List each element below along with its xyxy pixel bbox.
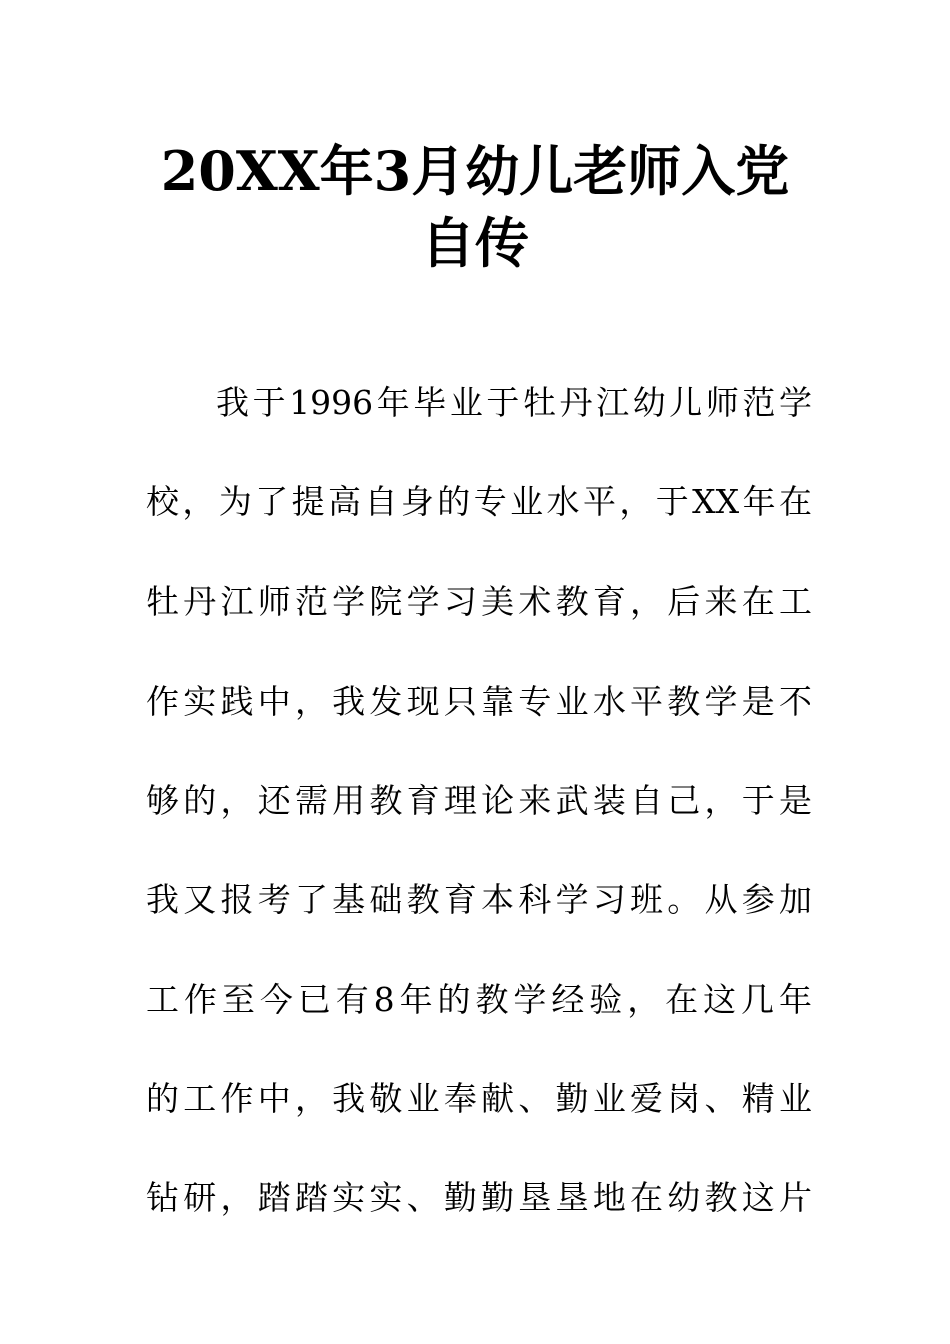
- paragraph-line-8: 的工作中，我敬业奉献、勤业爱岗、精业: [146, 1079, 812, 1118]
- paragraph-line-3: 牡丹江师范学院学习美术教育，后来在工: [146, 582, 812, 621]
- paragraph-line-2: 校，为了提高自身的专业水平，于XX年在: [146, 482, 812, 521]
- paragraph-line-5: 够的，还需用教育理论来武装自己，于是: [146, 781, 812, 820]
- paragraph-line-7: 工作至今已有8年的教学经验，在这几年: [146, 980, 812, 1019]
- document-title-line-1: 20XX年3月幼儿老师入党: [160, 139, 790, 203]
- paragraph-line-1: 我于1996年毕业于牡丹江幼儿师范学: [216, 383, 812, 422]
- paragraph-line-6: 我又报考了基础教育本科学习班。从参加: [146, 880, 812, 919]
- paragraph-line-9: 钻研，踏踏实实、勤勤垦垦地在幼教这片: [146, 1178, 812, 1217]
- document-title-line-2: 自传: [421, 211, 529, 275]
- paragraph-line-4: 作实践中，我发现只靠专业水平教学是不: [146, 682, 812, 721]
